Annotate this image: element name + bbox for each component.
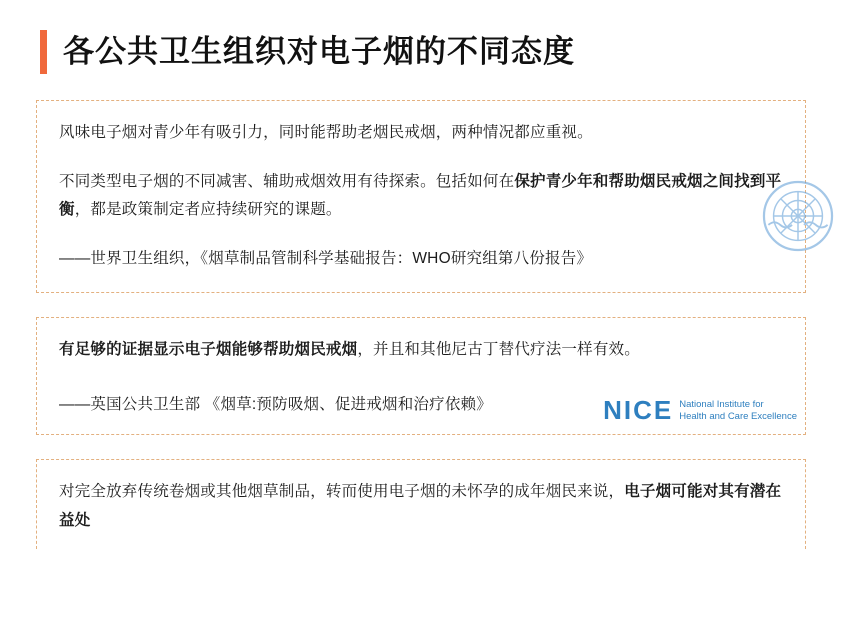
quote-block-third [36, 459, 806, 549]
nice-logo-subtitle-line1: National Institute for [679, 398, 764, 410]
third-paragraph-1 [59, 478, 783, 535]
who-p2-bold-1: 保护青少年和帮助 [514, 172, 640, 190]
phe-p1-bold: 有足够的证据显示电子烟能够帮助烟民戒烟 [59, 341, 358, 358]
who-p2-text-2: ，都是政策制定者应持续研究的课题。 [74, 201, 342, 219]
third-p1-text: 对完全放弃传统卷烟或其他烟草制品，转而使用电子烟的未怀孕的成年烟民来说， [59, 483, 625, 500]
quote-block-phe [36, 317, 806, 435]
title-accent-bar [40, 30, 47, 74]
page-title [36, 30, 806, 74]
nice-logo-subtitle-line2: Health and Care Excellence [679, 410, 797, 422]
document-page [0, 30, 842, 641]
page-title-text: 各公共卫生组织对电子烟的不同态度 [63, 34, 575, 70]
who-paragraph-1: 风味电子烟对青少年有吸引力，同时能帮助老烟民戒烟，两种情况都应重视。 [59, 124, 593, 141]
who-paragraph-2 [59, 168, 783, 225]
who-p2-text-1: 不同类型电子烟的不同减害、辅助戒烟效用有待探索。包括如何在 [59, 172, 515, 190]
un-emblem-icon [761, 179, 835, 253]
phe-source: ——英国公共卫生部 《烟草:预防吸烟、促进戒烟和治疗依赖》 [59, 395, 492, 413]
phe-p1-rest: ，并且和其他尼古丁替代疗法一样有效。 [357, 341, 640, 358]
nice-logo [603, 395, 797, 426]
nice-logo-subtitle [679, 399, 797, 423]
quote-block-who [36, 100, 806, 293]
third-p1-bold-2: 子烟可能对其有潜在益处 [59, 483, 782, 529]
who-source: ——世界卫生组织，《烟草制品管制科学基础报告：WHO研究组第八份报告》 [59, 250, 593, 268]
third-p1-bold-1: 电 [624, 483, 640, 500]
phe-paragraph-1 [59, 336, 783, 365]
who-p2-bold-2: 烟民戒烟之间找到平衡 [59, 172, 782, 219]
nice-logo-wordmark: NICE [603, 395, 674, 425]
